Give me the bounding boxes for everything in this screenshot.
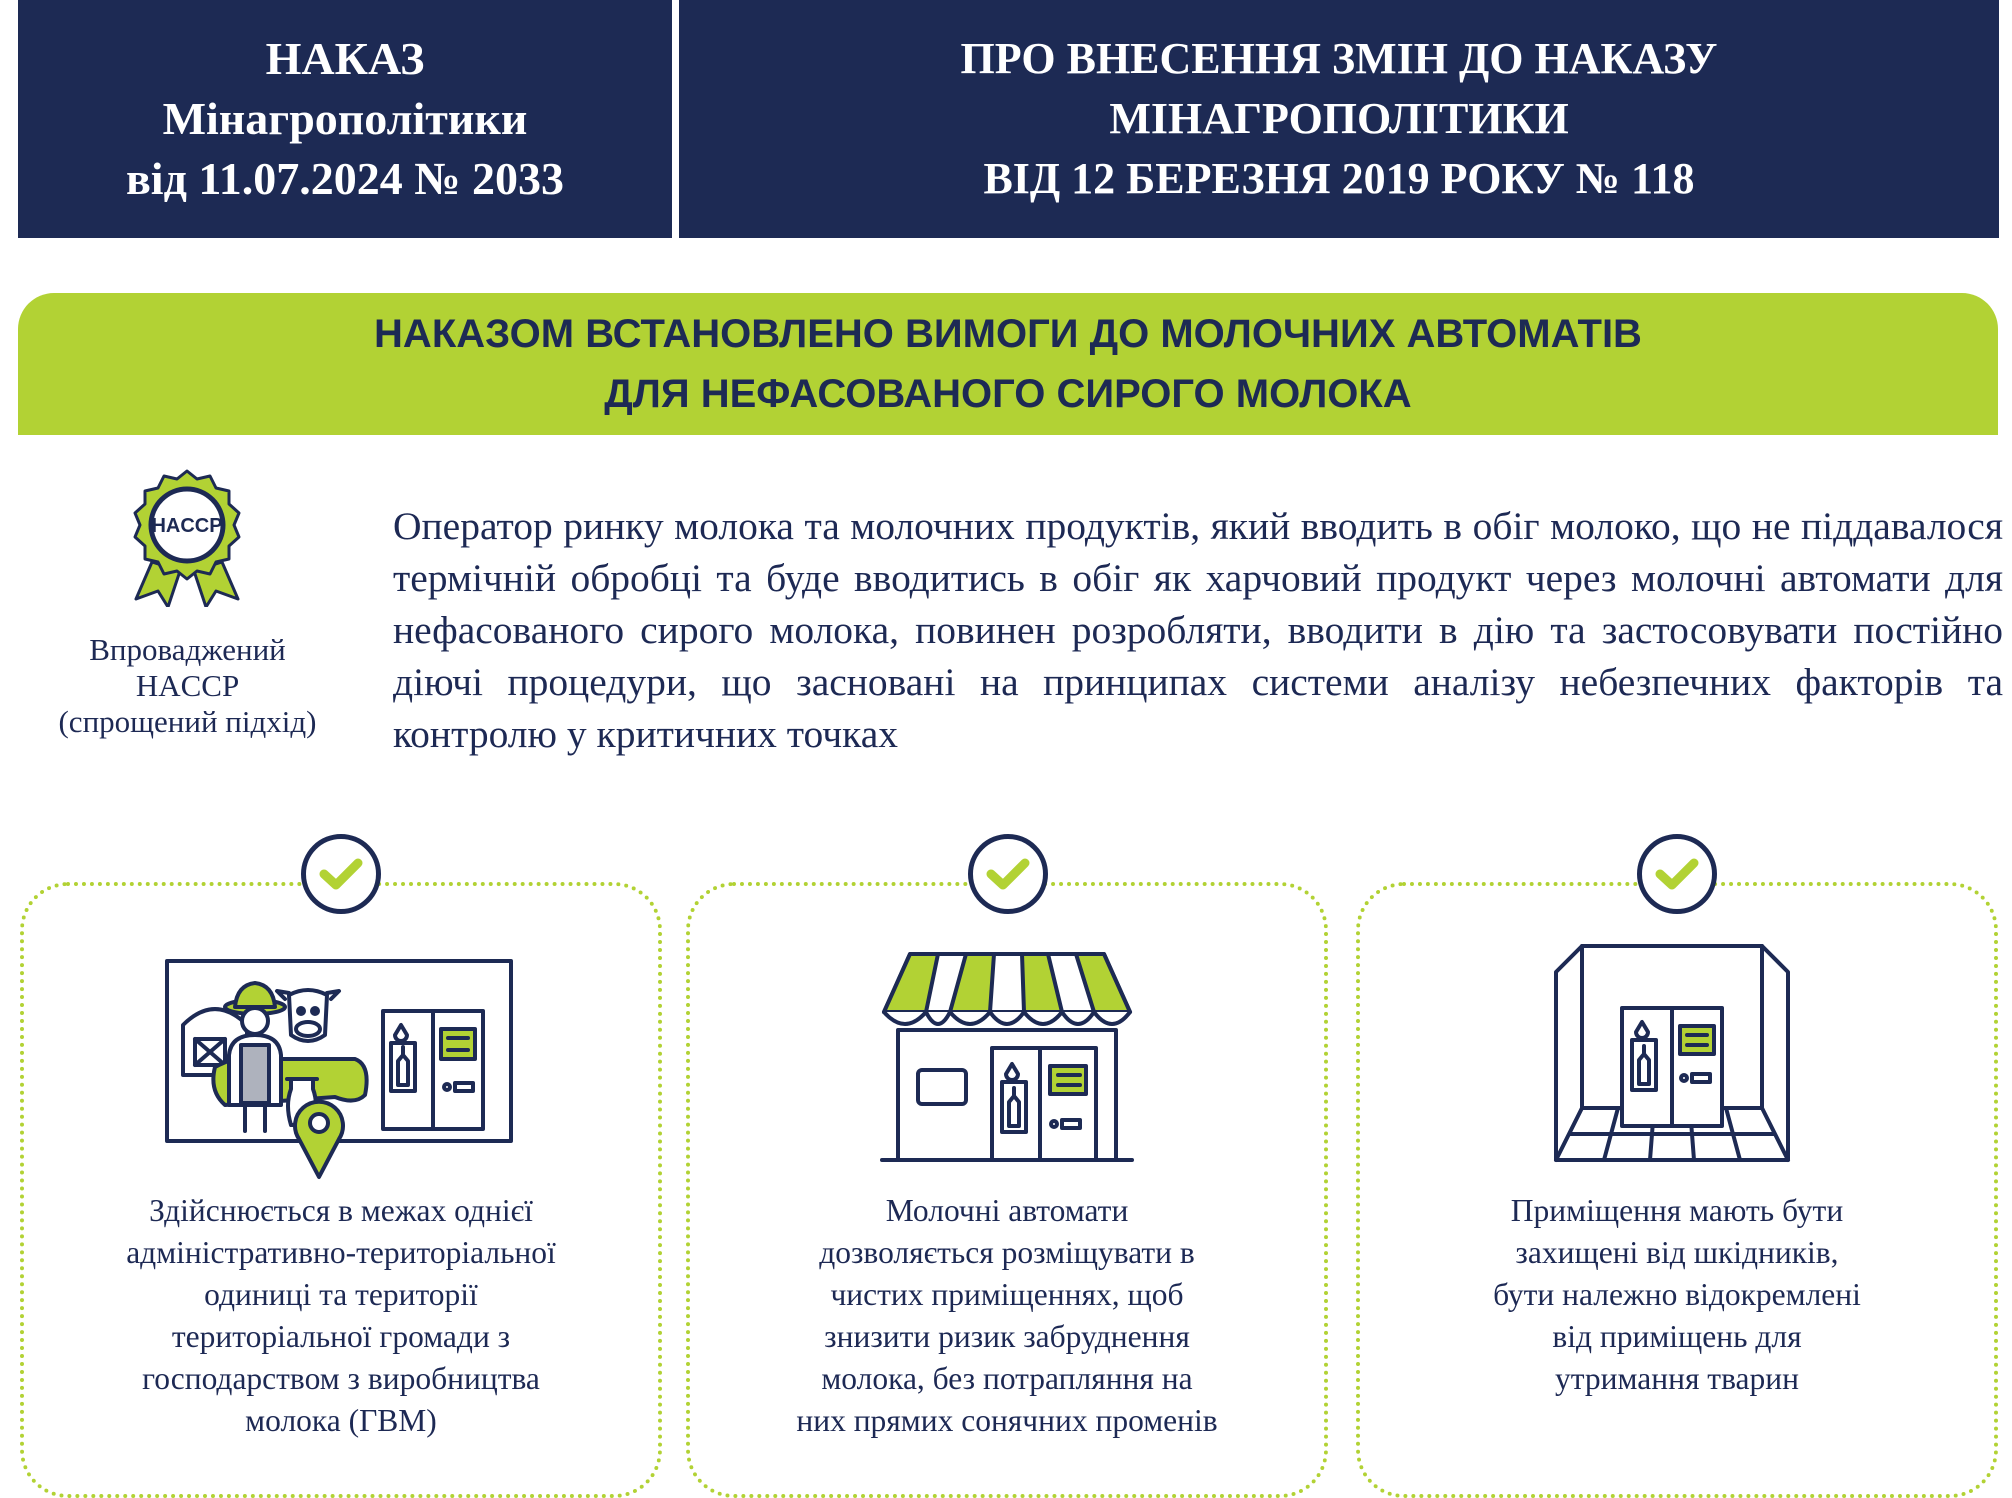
banner-line-2: ДЛЯ НЕФАСОВАНОГО СИРОГО МОЛОКА bbox=[604, 372, 1412, 416]
card-3-line: утримання тварин bbox=[1555, 1361, 1799, 1396]
order-title: НАКАЗ bbox=[265, 33, 425, 84]
haccp-badge-icon bbox=[118, 467, 256, 607]
card-3-line: від приміщень для bbox=[1552, 1319, 1802, 1354]
haccp-caption-line-1: Впроваджений bbox=[89, 632, 286, 667]
checkmark-icon bbox=[1637, 834, 1717, 914]
card-1-line: господарством з виробництва bbox=[142, 1361, 540, 1396]
card-1-line: молока (ГВМ) bbox=[245, 1403, 437, 1438]
room-vending-machine-icon bbox=[1552, 942, 1792, 1164]
card-2-line: них прямих сонячних променів bbox=[796, 1403, 1218, 1438]
card-1-text bbox=[40, 1190, 642, 1442]
card-3-line: Приміщення мають бути bbox=[1510, 1193, 1844, 1228]
card-3-line: бути належно відокремлені bbox=[1493, 1277, 1861, 1312]
order-date-number: від 11.07.2024 № 2033 bbox=[125, 153, 565, 204]
card-1-line: одиниці та території bbox=[204, 1277, 478, 1312]
banner-line-1: НАКАЗОМ ВСТАНОВЛЕНО ВИМОГИ ДО МОЛОЧНИХ АВТОМАТІВ bbox=[374, 312, 1642, 356]
farm-vending-location-icon bbox=[165, 955, 515, 1185]
haccp-caption-line-2: HACCP bbox=[135, 668, 240, 703]
intro-paragraph: Оператор ринку молока та молочних продуктів, який вводить в обіг молоко, що не піддавалося термічній обробці та буде вводитись в обіг як харчовий продукт через молочні автомати для нефасованого сирого молока, повинен розробляти, вводити в дію та застосовувати постійно діючі процедури, що засновані на принципах системи аналізу небезпечних факторів та контролю у критичних точках bbox=[393, 504, 2003, 756]
card-2-text bbox=[706, 1190, 1308, 1442]
shop-vending-machine-icon bbox=[876, 948, 1138, 1168]
order-header-left bbox=[18, 0, 672, 238]
card-2-line: Молочні автомати bbox=[885, 1193, 1129, 1228]
order-issuer: Мінагрополітики bbox=[162, 93, 528, 144]
haccp-caption bbox=[15, 632, 360, 740]
checkmark-icon bbox=[301, 834, 381, 914]
order-header-right bbox=[679, 0, 1999, 238]
haccp-caption-line-3: (спрощений підхід) bbox=[58, 704, 317, 739]
card-2-line: молока, без потрапляння на bbox=[821, 1361, 1193, 1396]
card-3-text bbox=[1376, 1190, 1978, 1400]
order-subject-line-1: ПРО ВНЕСЕННЯ ЗМІН ДО НАКАЗУ bbox=[960, 34, 1718, 83]
card-1-line: Здійснюється в межах однієї bbox=[149, 1193, 533, 1228]
checkmark-icon bbox=[968, 834, 1048, 914]
card-1-line: територіальної громади з bbox=[171, 1319, 511, 1354]
card-2-line: дозволяється розміщувати в bbox=[819, 1235, 1195, 1270]
requirements-banner bbox=[18, 293, 1998, 435]
card-2-line: знизити ризик забруднення bbox=[824, 1319, 1190, 1354]
order-subject-line-3: ВІД 12 БЕРЕЗНЯ 2019 РОКУ № 118 bbox=[983, 154, 1695, 203]
card-3-line: захищені від шкідників, bbox=[1515, 1235, 1839, 1270]
card-1-line: адміністративно-територіальної bbox=[126, 1235, 556, 1270]
haccp-badge-text: HACCP bbox=[151, 515, 223, 537]
order-subject-line-2: МІНАГРОПОЛІТИКИ bbox=[1109, 94, 1569, 143]
card-2-line: чистих приміщеннях, щоб bbox=[830, 1277, 1184, 1312]
